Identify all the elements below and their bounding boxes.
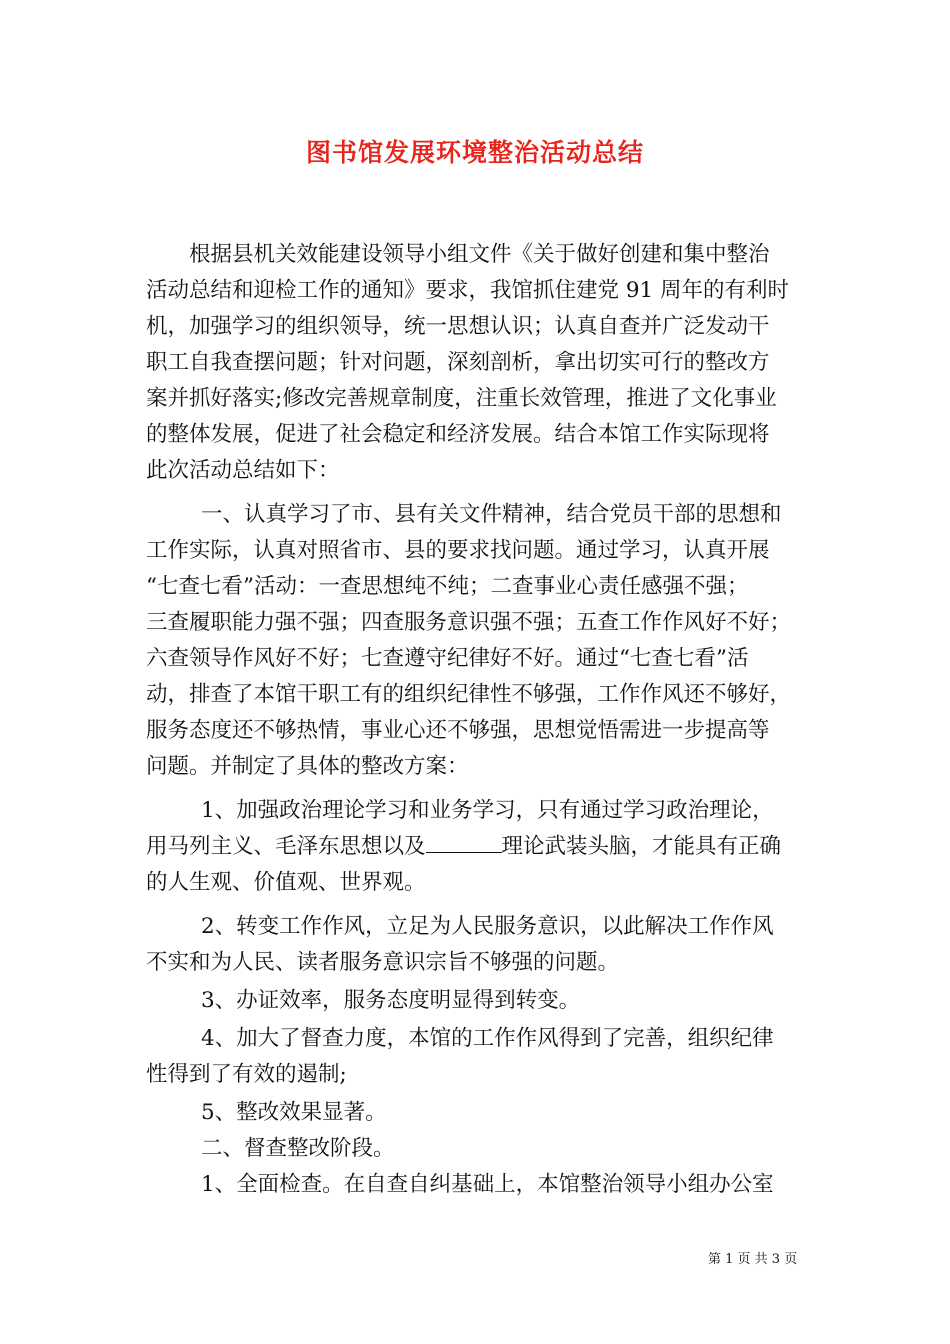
body-line: “七查七看”活动：一查思想纯不纯；二查事业心责任感强不强； (146, 574, 749, 599)
body-line: 二、督查整改阶段。 (201, 1136, 395, 1161)
body-line-with-blank (146, 832, 781, 862)
body-line: 案并抓好落实;修改完善规章制度，注重长效管理，推进了文化事业 (146, 386, 777, 411)
page-title: 图书馆发展环境整治活动总结 (305, 138, 644, 167)
body-line: 职工自我查摆问题；针对问题，深刻剖析，拿出切实可行的整改方 (146, 350, 770, 375)
body-text: 用马列主义、毛泽东思想以及 (146, 834, 426, 859)
blank-underline (426, 834, 502, 853)
body-line: 性得到了有效的遏制; (146, 1062, 347, 1087)
page-number: 第 1 页 共 3 页 (708, 1252, 798, 1267)
body-line: 问题。并制定了具体的整改方案： (146, 754, 469, 779)
body-line: 1、全面检查。在自查自纠基础上，本馆整治领导小组办公室 (201, 1172, 774, 1197)
body-line: 六查领导作风好不好；七查遵守纪律好不好。通过“七查七看”活 (146, 646, 749, 671)
body-line: 动，排查了本馆干职工有的组织纪律性不够强，工作作风还不够好， (146, 682, 792, 707)
body-line: 三查履职能力强不强；四查服务意识强不强；五查工作作风好不好； (146, 610, 792, 635)
body-line: 此次活动总结如下： (146, 458, 340, 483)
body-line: 1、加强政治理论学习和业务学习，只有通过学习政治理论， (201, 798, 774, 823)
body-line: 活动总结和迎检工作的通知》要求，我馆抓住建党 91 周年的有利时 (146, 278, 790, 303)
body-line: 4、加大了督查力度，本馆的工作作风得到了完善，组织纪律 (201, 1026, 774, 1051)
body-line: 机，加强学习的组织领导，统一思想认识；认真自查并广泛发动干 (146, 314, 770, 339)
body-line: 3、办证效率，服务态度明显得到转变。 (201, 988, 581, 1013)
body-line: 服务态度还不够热情，事业心还不够强，思想觉悟需进一步提高等 (146, 718, 770, 743)
body-line: 的人生观、价值观、世界观。 (146, 870, 426, 895)
body-line: 工作实际，认真对照省市、县的要求找问题。通过学习，认真开展 (146, 538, 770, 563)
body-line: 根据县机关效能建设领导小组文件《关于做好创建和集中整治 (189, 242, 770, 267)
body-line: 2、转变工作作风，立足为人民服务意识，以此解决工作作风 (201, 914, 774, 939)
body-line: 不实和为人民、读者服务意识宗旨不够强的问题。 (146, 950, 620, 975)
body-line: 一、认真学习了市、县有关文件精神，结合党员干部的思想和 (201, 502, 782, 527)
body-line: 的整体发展，促进了社会稳定和经济发展。结合本馆工作实际现将 (146, 422, 770, 447)
body-line: 5、整改效果显著。 (201, 1100, 387, 1125)
body-text: 理论武装头脑，才能具有正确 (501, 834, 782, 859)
